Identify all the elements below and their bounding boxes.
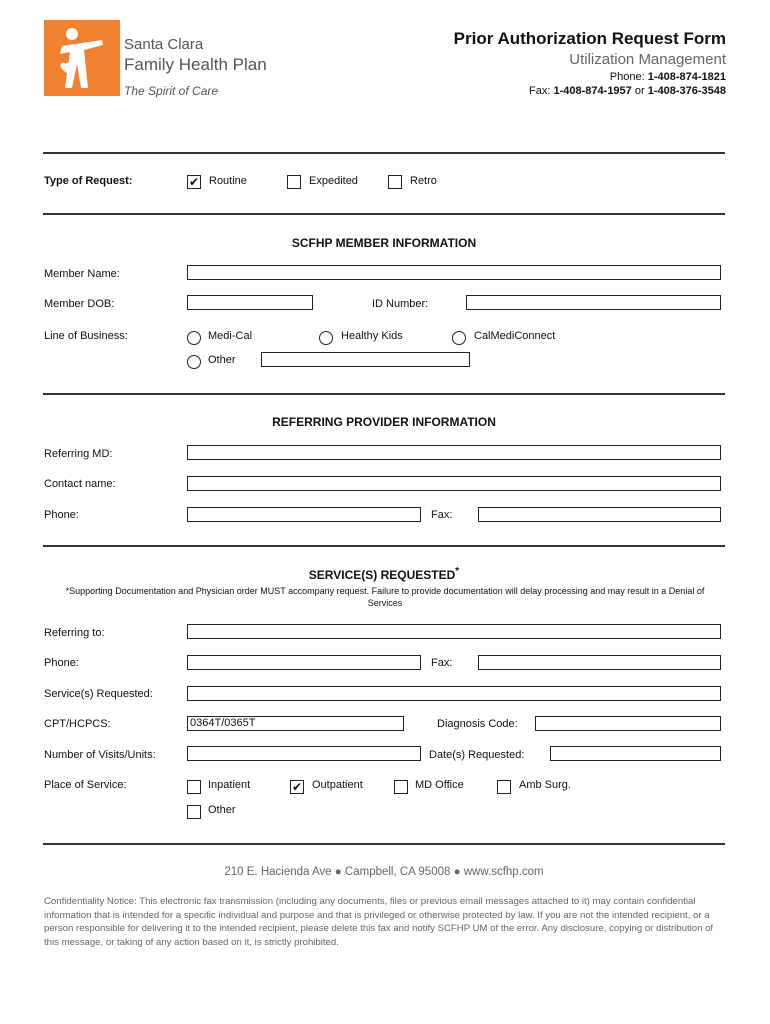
confidentiality-notice: Confidentiality Notice: This electronic fax transmission (including any documents, files or previous email messages attached to it) may contain confidential information that is intended for a specific individual and purpose and that is privileged or otherwise protected by law. If you are not the intended recipient, or a person responsible for delivering it to the intended recipient, please delete this fax and notify SCFHP UM of the error. Any disclosure, copying or distribution of this message, or taking of any action based on it, is strictly prohibited. — [44, 896, 714, 948]
contact-name-label: Contact name: — [44, 478, 116, 490]
services-requested-field[interactable] — [187, 686, 721, 701]
inpatient-label: Inpatient — [208, 779, 251, 791]
divider — [43, 152, 725, 154]
diagnosis-code-field[interactable] — [535, 716, 721, 731]
logo-name-line2: Family Health Plan — [124, 55, 267, 74]
footer-address: 210 E. Hacienda Ave ● Campbell, CA 95008 ● www.scfhp.com — [224, 866, 544, 878]
service-fax-field[interactable] — [478, 655, 721, 670]
services-requested-label: Service(s) Requested: — [44, 688, 153, 700]
contact-name-field[interactable] — [187, 476, 721, 491]
other-lob-radio[interactable] — [187, 355, 201, 369]
member-name-label: Member Name: — [44, 268, 120, 280]
healthy-kids-label: Healthy Kids — [341, 330, 403, 342]
referring-md-field[interactable] — [187, 445, 721, 460]
outpatient-label: Outpatient — [312, 779, 363, 791]
check-icon: ✔ — [188, 175, 200, 189]
retro-checkbox[interactable] — [388, 175, 402, 189]
services-section-heading — [43, 566, 725, 582]
medi-cal-label: Medi-Cal — [208, 330, 253, 342]
service-phone-field[interactable] — [187, 655, 421, 670]
fax-number-1: 1-408-874-1957 — [553, 85, 632, 97]
phone-label: Phone: — [609, 71, 648, 83]
cpt-label: CPT/HCPCS: — [44, 718, 111, 730]
routine-label: Routine — [209, 175, 247, 187]
fax-label: Fax: — [529, 85, 554, 97]
diagnosis-code-label: Diagnosis Code: — [437, 718, 518, 730]
other-place-label: Other — [208, 804, 236, 816]
cpt-field[interactable]: 0364T/0365T — [187, 716, 404, 731]
provider-phone-field[interactable] — [187, 507, 421, 522]
id-number-label: ID Number: — [372, 298, 429, 310]
check-icon: ✔ — [291, 780, 303, 794]
logo-tagline: The Spirit of Care — [124, 84, 219, 98]
expedited-checkbox[interactable] — [287, 175, 301, 189]
divider — [43, 843, 725, 845]
form-subtitle: Utilization Management — [569, 51, 726, 68]
divider — [43, 393, 725, 395]
dates-requested-field[interactable] — [550, 746, 721, 761]
provider-fax-label: Fax: — [431, 509, 453, 521]
service-fax-label: Fax: — [431, 657, 453, 669]
md-office-label: MD Office — [415, 779, 464, 791]
amb-surg-checkbox[interactable] — [497, 780, 511, 794]
request-type-label: Type of Request: — [44, 175, 133, 187]
amb-surg-label: Amb Surg. — [519, 779, 571, 791]
figure-logo-icon — [44, 20, 120, 96]
other-lob-field[interactable] — [261, 352, 470, 367]
member-dob-label: Member DOB: — [44, 298, 115, 310]
calmediconnect-radio[interactable] — [452, 331, 466, 345]
logo — [44, 20, 120, 96]
divider — [43, 213, 725, 215]
referring-md-label: Referring MD: — [44, 448, 113, 460]
place-of-service-label: Place of Service: — [44, 779, 127, 791]
expedited-label: Expedited — [309, 175, 358, 187]
other-lob-label: Other — [208, 354, 236, 366]
fax-number-2: 1-408-376-3548 — [647, 85, 726, 97]
line-of-business-label: Line of Business: — [44, 330, 128, 342]
documentation-note: *Supporting Documentation and Physician order MUST accompany request. Failure to provide documentation will delay processing and may result in a Denial of Services — [65, 586, 705, 608]
healthy-kids-radio[interactable] — [319, 331, 333, 345]
member-section-heading: SCFHP MEMBER INFORMATION — [291, 236, 477, 250]
phone-number: 1-408-874-1821 — [647, 71, 726, 83]
provider-section-heading: REFERRING PROVIDER INFORMATION — [272, 415, 496, 429]
divider — [43, 545, 725, 547]
form-title: Prior Authorization Request Form — [453, 29, 726, 48]
id-number-field[interactable] — [466, 295, 721, 310]
member-dob-field[interactable] — [187, 295, 313, 310]
fax-or: or — [631, 85, 648, 97]
retro-label: Retro — [410, 175, 437, 187]
referring-to-field[interactable] — [187, 624, 721, 639]
header-fax — [529, 85, 726, 97]
member-name-field[interactable] — [187, 265, 721, 280]
routine-checkbox[interactable] — [187, 175, 201, 189]
dates-requested-label: Date(s) Requested: — [429, 749, 525, 761]
service-phone-label: Phone: — [44, 657, 79, 669]
md-office-checkbox[interactable] — [394, 780, 408, 794]
calmediconnect-label: CalMediConnect — [474, 330, 556, 342]
other-place-checkbox[interactable] — [187, 805, 201, 819]
provider-phone-label: Phone: — [44, 509, 79, 521]
outpatient-checkbox[interactable] — [290, 780, 304, 794]
visits-units-label: Number of Visits/Units: — [44, 749, 156, 761]
services-heading-text: SERVICE(S) REQUESTED — [308, 568, 456, 582]
referring-to-label: Referring to: — [44, 627, 105, 639]
visits-units-field[interactable] — [187, 746, 421, 761]
header-phone — [610, 71, 726, 83]
services-asterisk: * — [455, 566, 460, 577]
medi-cal-radio[interactable] — [187, 331, 201, 345]
provider-fax-field[interactable] — [478, 507, 721, 522]
logo-name-line1: Santa Clara — [124, 36, 204, 53]
inpatient-checkbox[interactable] — [187, 780, 201, 794]
